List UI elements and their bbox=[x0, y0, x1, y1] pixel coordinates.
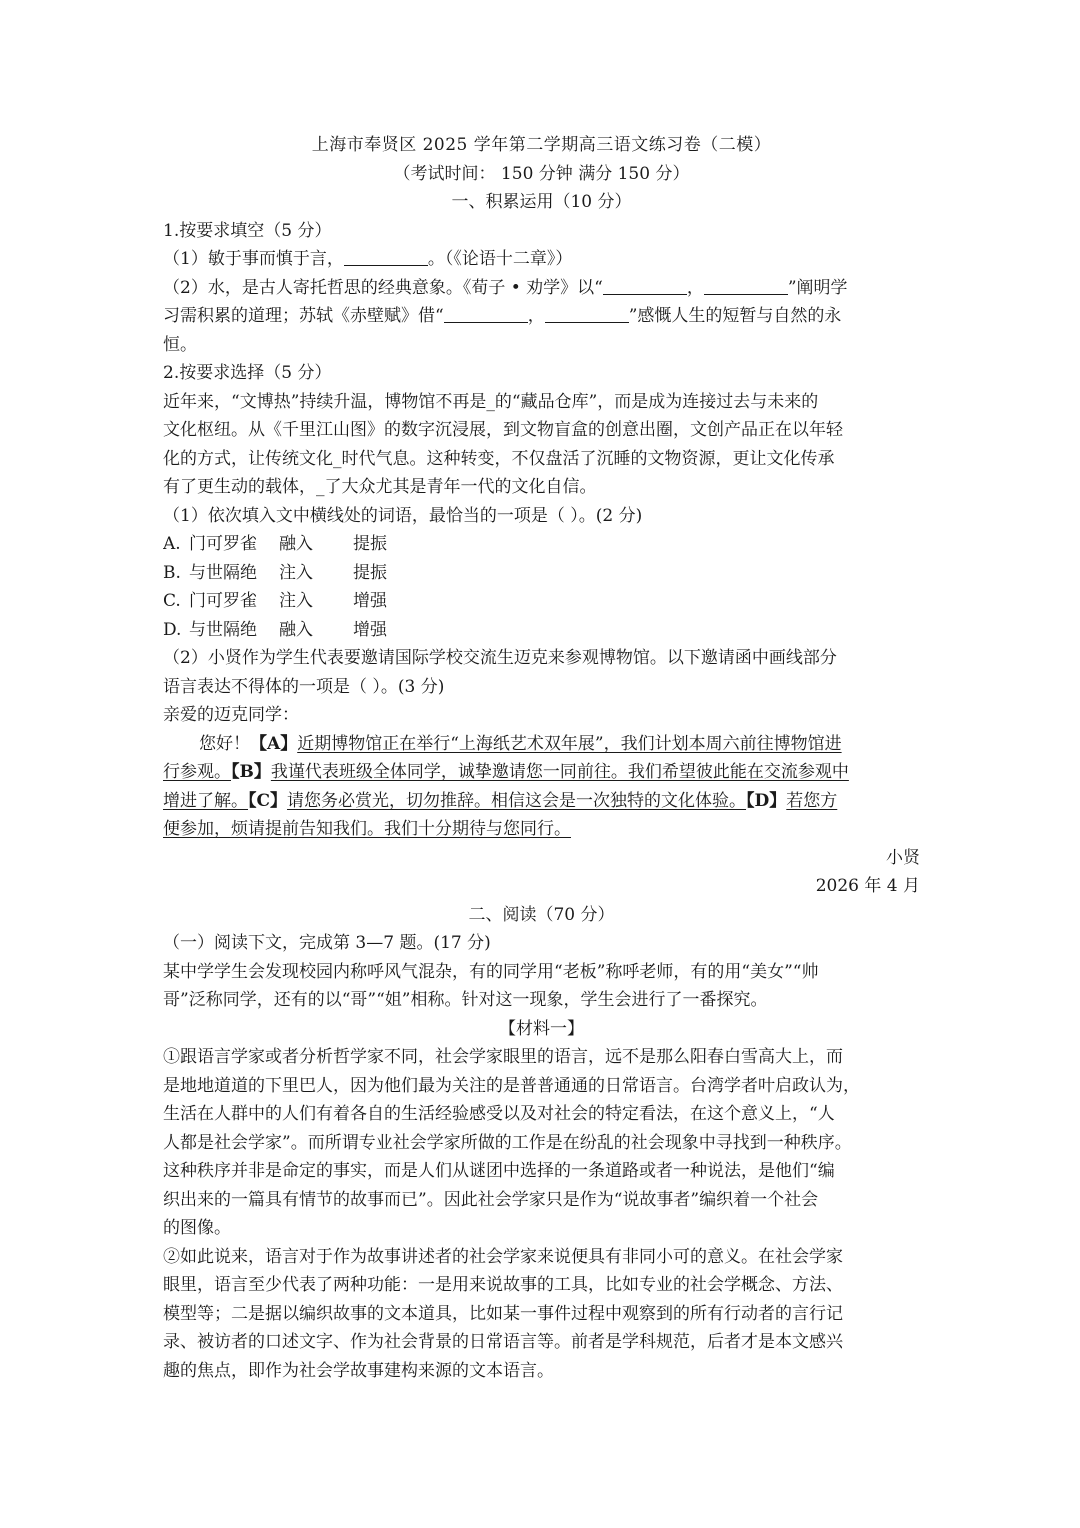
option-word: 与世隔绝 bbox=[189, 619, 257, 640]
tag-b: 【B】 bbox=[231, 762, 271, 782]
letter-salutation: 亲爱的迈克同学： bbox=[163, 705, 299, 725]
q1-label: 1.按要求填空（5 分） bbox=[163, 220, 332, 241]
underlined-text-b: 我谨代表班级全体同学，诚挚邀请您一同前往。我们希望彼此能在交流参观中 bbox=[270, 762, 849, 782]
option-word: 门可罗雀 bbox=[189, 591, 257, 611]
option-c[interactable] bbox=[163, 587, 920, 616]
part1-intro: （一）阅读下文，完成第 3—7 题。(17 分) bbox=[163, 933, 491, 953]
q1-sub1-source: 。（《论语十二章》） bbox=[427, 249, 573, 269]
material-title: 【材料一】 bbox=[499, 1018, 584, 1039]
q2-passage-line: 文化枢纽。从《千里江山图》的数字沉浸展，到文物盲盒的创意出圈，文创产品正在以年轻 bbox=[163, 420, 843, 440]
q1-sub2-line1 bbox=[163, 274, 920, 303]
option-word: 增强 bbox=[353, 591, 387, 611]
q2-sub1-question: （1）依次填入文中横线处的词语，最恰当的一项是（ ）。(2 分) bbox=[163, 505, 643, 526]
section1-title: 一、积累运用（10 分） bbox=[451, 192, 632, 212]
option-word: 提振 bbox=[353, 562, 387, 583]
q1-sub2-text: （2）水，是古人寄托哲思的经典意象。《荀子 • 劝学》以“ bbox=[163, 277, 603, 298]
exam-info: （考试时间： 150 分钟 满分 150 分） bbox=[393, 163, 690, 184]
underlined-text-b: 增进了解。 bbox=[163, 790, 248, 811]
comma: ， bbox=[686, 277, 704, 298]
answer-blank[interactable] bbox=[444, 304, 528, 323]
para2-line: ②如此说来，语言对于作为故事讲述者的社会学家来说便具有非同小可的意义。在社会学家 bbox=[163, 1246, 843, 1267]
section2-title: 二、阅读（70 分） bbox=[468, 904, 615, 925]
tag-a: 【A】 bbox=[250, 733, 298, 754]
underlined-text-d: 便参加，烦请提前告知我们。我们十分期待与您同行。 bbox=[163, 819, 571, 839]
q1-sub2-line2 bbox=[163, 302, 920, 331]
option-word: 注入 bbox=[279, 591, 313, 611]
letter-line bbox=[163, 787, 920, 816]
option-letter: D. bbox=[163, 619, 182, 640]
letter-greeting: 您好！ bbox=[199, 733, 250, 754]
underlined-text-a: 近期博物馆正在举行“上海纸艺术双年展”，我们计划本周六前往博物馆进 bbox=[297, 733, 842, 754]
underlined-text-d: 若您方 bbox=[786, 790, 838, 811]
page-content bbox=[163, 131, 920, 1385]
tag-c: 【C】 bbox=[248, 790, 288, 811]
option-word: 与世隔绝 bbox=[189, 562, 257, 583]
tag-d: 【D】 bbox=[746, 790, 787, 811]
context-line: 哥”泛称同学，还有的以“哥”“姐”相称。针对这一现象，学生会进行了一番探究。 bbox=[163, 990, 768, 1010]
q1-sub2-text: 习需积累的道理；苏轼《赤壁赋》借“ bbox=[163, 306, 444, 326]
letter-line bbox=[163, 758, 920, 787]
para1-line: 是地地道道的下里巴人，因为他们最为关注的是普普通通的日常语言。台湾学者叶启政认为， bbox=[163, 1075, 860, 1096]
underlined-text-c: 请您务必赏光，切勿推辞。相信这会是一次独特的文化体验。 bbox=[287, 790, 747, 811]
q2-passage-line: 有了更生动的载体，_了大众尤其是青年一代的文化自信。 bbox=[163, 477, 597, 497]
answer-blank[interactable] bbox=[344, 247, 428, 266]
para1-line: 织出来的一篇具有情节的故事而已”。因此社会学家只是作为“说故事者”编织着一个社会 bbox=[163, 1189, 819, 1210]
para1-line: 生活在人群中的人们有着各自的生活经验感受以及对社会的特定看法，在这个意义上，“人 bbox=[163, 1104, 835, 1124]
q1-sub2-line3: 恒。 bbox=[163, 334, 197, 355]
option-b[interactable] bbox=[163, 559, 920, 588]
option-a[interactable] bbox=[163, 530, 920, 559]
letter-line bbox=[163, 815, 920, 844]
q2-passage-line: 近年来，“文博热”持续升温，博物馆不再是_的“藏品仓库”，而是成为连接过去与未来的 bbox=[163, 391, 819, 412]
letter-date: 2026 年 4 月 bbox=[815, 876, 920, 896]
q1-sub2-text: ”阐明学 bbox=[787, 277, 848, 298]
option-d[interactable] bbox=[163, 616, 920, 645]
q2-passage-line: 化的方式，让传统文化_时代气息。这种转变，不仅盘活了沉睡的文物资源，更让文化传承 bbox=[163, 448, 835, 469]
q2-label: 2.按要求选择（5 分） bbox=[163, 363, 332, 383]
option-word: 融入 bbox=[279, 534, 313, 554]
para1-line: 的图像。 bbox=[163, 1218, 231, 1238]
q1-sub1 bbox=[163, 245, 920, 274]
option-word: 提振 bbox=[353, 534, 387, 554]
q1-sub1-text: （1）敏于事而慎于言， bbox=[163, 249, 344, 269]
underlined-text-a: 行参观。 bbox=[163, 762, 231, 782]
answer-blank[interactable] bbox=[603, 276, 687, 295]
para2-line: 趣的焦点，即作为社会学故事建构来源的文本语言。 bbox=[163, 1360, 554, 1381]
option-word: 注入 bbox=[279, 562, 313, 583]
option-word: 增强 bbox=[353, 619, 387, 640]
para1-line: 这种秩序并非是命定的事实，而是人们从谜团中选择的一条道路或者一种说法，是他们“编 bbox=[163, 1161, 835, 1181]
option-word: 门可罗雀 bbox=[189, 534, 257, 554]
para2-line: 模型等；二是据以编织故事的文本道具，比如某一事件过程中观察到的所有行动者的言行记 bbox=[163, 1303, 843, 1324]
q2-sub2-question: （2）小贤作为学生代表要邀请国际学校交流生迈克来参观博物馆。以下邀请函中画线部分 bbox=[163, 648, 837, 668]
letter-signature: 小贤 bbox=[886, 847, 920, 868]
option-word: 融入 bbox=[279, 619, 313, 640]
answer-blank[interactable] bbox=[704, 276, 788, 295]
q1-sub2-text: ”感慨人生的短暂与自然的永 bbox=[628, 306, 842, 326]
letter-line bbox=[163, 730, 920, 759]
exam-title: 上海市奉贤区 2025 学年第二学期高三语文练习卷（二模） bbox=[311, 135, 772, 155]
answer-blank[interactable] bbox=[545, 304, 629, 323]
context-line: 某中学学生会发现校园内称呼风气混杂，有的同学用“老板”称呼老师，有的用“美女”“帅 bbox=[163, 961, 819, 982]
option-letter: C. bbox=[163, 591, 181, 611]
q2-sub2-question: 语言表达不得体的一项是（ ）。(3 分) bbox=[163, 676, 445, 697]
para2-line: 录、被访者的口述文字、作为社会背景的日常语言等。前者是学科规范，后者才是本文感兴 bbox=[163, 1332, 843, 1352]
option-letter: A. bbox=[163, 534, 181, 554]
para1-line: 人都是社会学家”。而所谓专业社会学家所做的工作是在纷乱的社会现象中寻找到一种秩序。 bbox=[163, 1132, 852, 1153]
para2-line: 眼里，语言至少代表了两种功能：一是用来说故事的工具，比如专业的社会学概念、方法、 bbox=[163, 1275, 843, 1295]
comma: ， bbox=[527, 306, 545, 326]
para1-line: ①跟语言学家或者分析哲学家不同，社会学家眼里的语言，远不是那么阳春白雪高大上，而 bbox=[163, 1047, 843, 1067]
option-letter: B. bbox=[163, 562, 181, 583]
